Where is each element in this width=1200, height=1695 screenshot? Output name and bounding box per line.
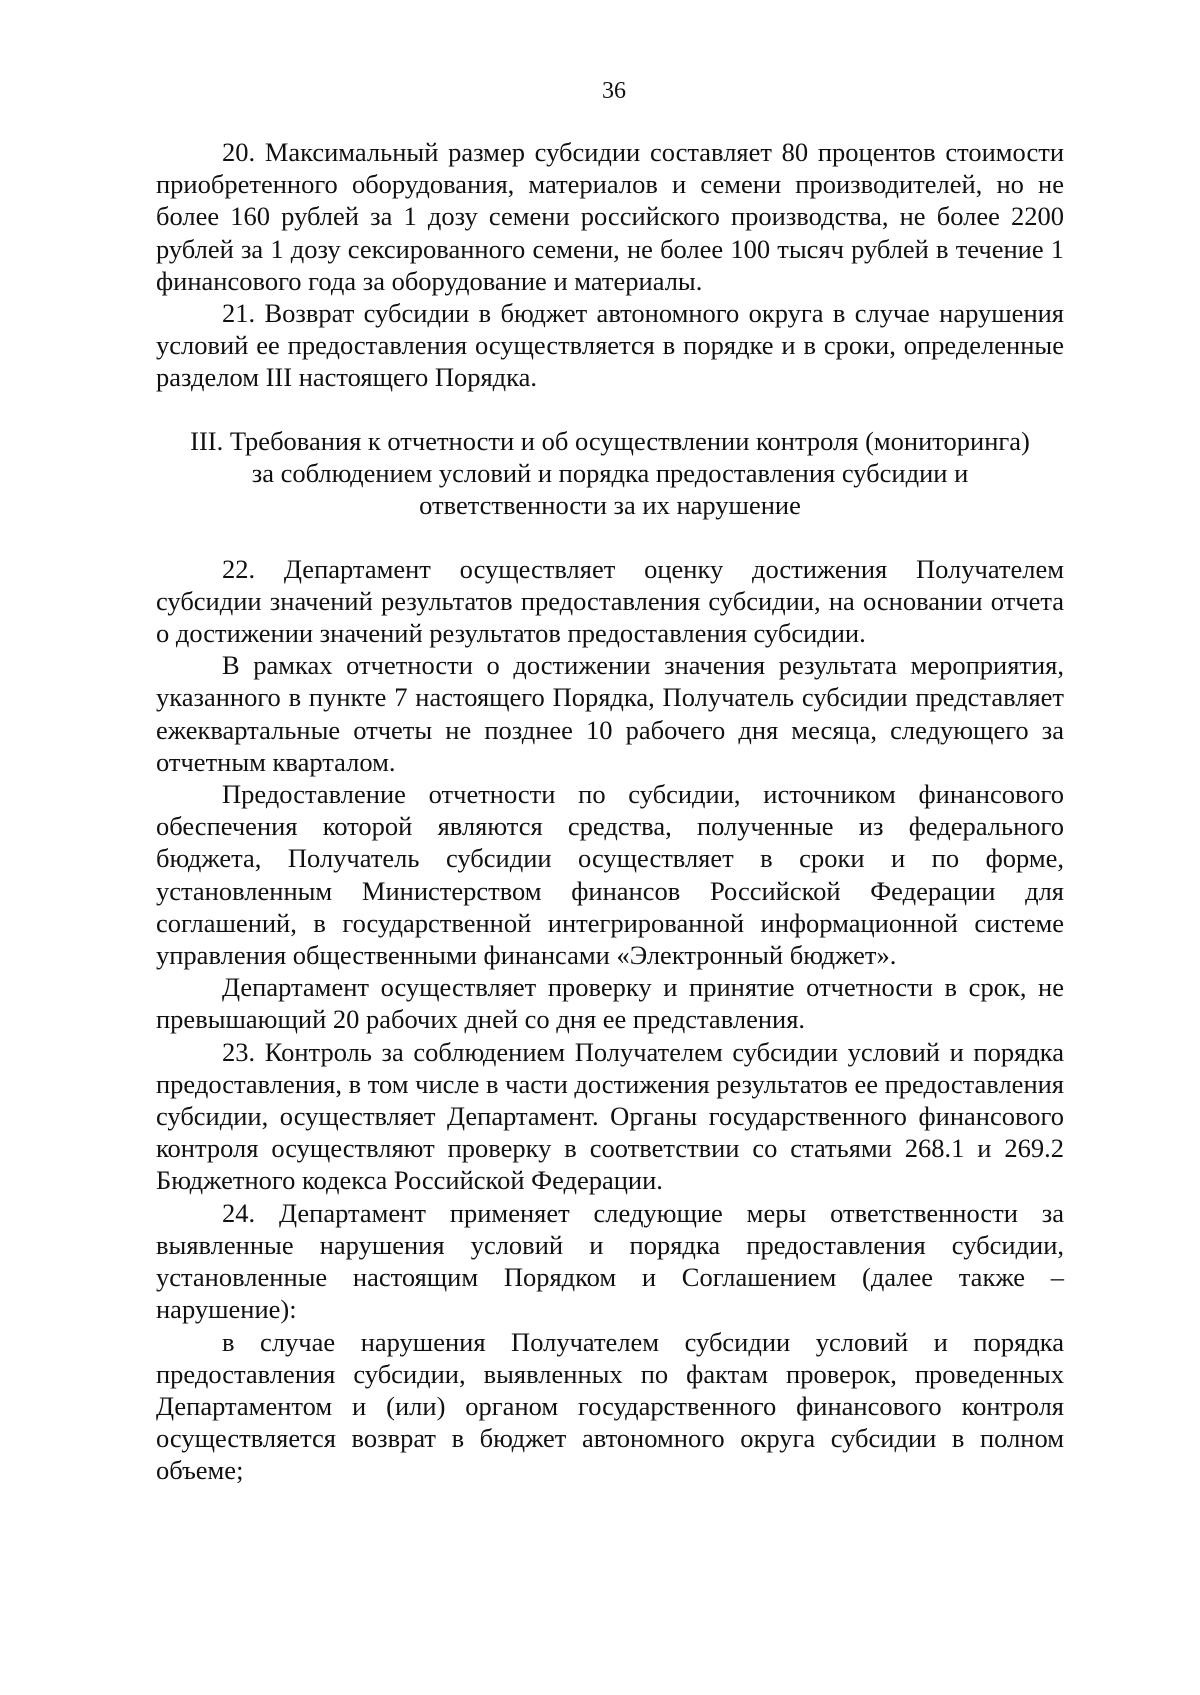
paragraph-24: 24. Департамент применяет следующие меры ответственности за выявленные нарушения условий и порядка предоставления субсидии, установленные настоящим Порядком и Соглашением (далее также – нарушение): bbox=[156, 1197, 1064, 1325]
paragraph-21: 21. Возврат субсидии в бюджет автономного округа в случае нарушения условий ее предоставления осуществляется в порядке и в сроки, определенные разделом III настоящего Порядка. bbox=[156, 298, 1064, 393]
section-heading-line-2: за соблюдением условий и порядка предоставления субсидии и bbox=[251, 457, 969, 488]
document-body bbox=[156, 136, 1064, 1487]
paragraph-reporting-quarterly: В рамках отчетности о достижении значения результата мероприятия, указанного в пункте 7 настоящего Порядка, Получатель субсидии представляет ежеквартальные отчеты не позднее 10 рабочего дня месяца, следующего за отчетным кварталом. bbox=[156, 650, 1064, 777]
paragraph-24-measure: в случае нарушения Получателем субсидии условий и порядка предоставления субсидии, выявленных по фактам проверок, проведенных Департаментом и (или) органом государственного финансового контроля осуществляется возврат в бюджет автономного округа субсидии в полном объеме; bbox=[156, 1326, 1064, 1486]
section-heading-line-3: ответственности за их нарушение bbox=[419, 489, 801, 520]
paragraph-23: 23. Контроль за соблюдением Получателем субсидии условий и порядка предоставления, в том числе в части достижения результатов ее предоставления субсидии, осуществляет Департамент. Органы государственного финансового контроля осуществляют проверку в соответствии со статьями 268.1 и 269.2 Бюджетного кодекса Российской Федерации. bbox=[156, 1036, 1064, 1196]
paragraph-reporting-check: Департамент осуществляет проверку и принятие отчетности в срок, не превышающий 20 рабочих дней со дня ее представления. bbox=[156, 972, 1064, 1035]
paragraph-20: 20. Максимальный размер субсидии составляет 80 процентов стоимости приобретенного оборудования, материалов и семени производителей, но не более 160 рублей за 1 дозу семени российского производства, не более 2200 рублей за 1 дозу сексированного семени, не более 100 тысяч рублей в течение 1 финансового года за оборудование и материалы. bbox=[156, 137, 1064, 296]
paragraph-reporting-federal: Предоставление отчетности по субсидии, источником финансового обеспечения которой являются средства, полученные из федерального бюджета, Получатель субсидии осуществляет в сроки и по форме, установленным Министерством финансов Российской Федерации для соглашений, в государственной интегрированной информационной системе управления общественными финансами «Электронный бюджет». bbox=[156, 779, 1064, 971]
paragraph-22: 22. Департамент осуществляет оценку достижения Получателем субсидии значений результатов предоставления субсидии, на основании отчета о достижении значений результатов предоставления субсидии. bbox=[156, 553, 1064, 649]
page-number: 36 bbox=[602, 78, 626, 104]
section-heading bbox=[156, 425, 1064, 521]
section-heading-line-1: III. Требования к отчетности и об осуществлении контроля (мониторинга) bbox=[190, 425, 1030, 456]
